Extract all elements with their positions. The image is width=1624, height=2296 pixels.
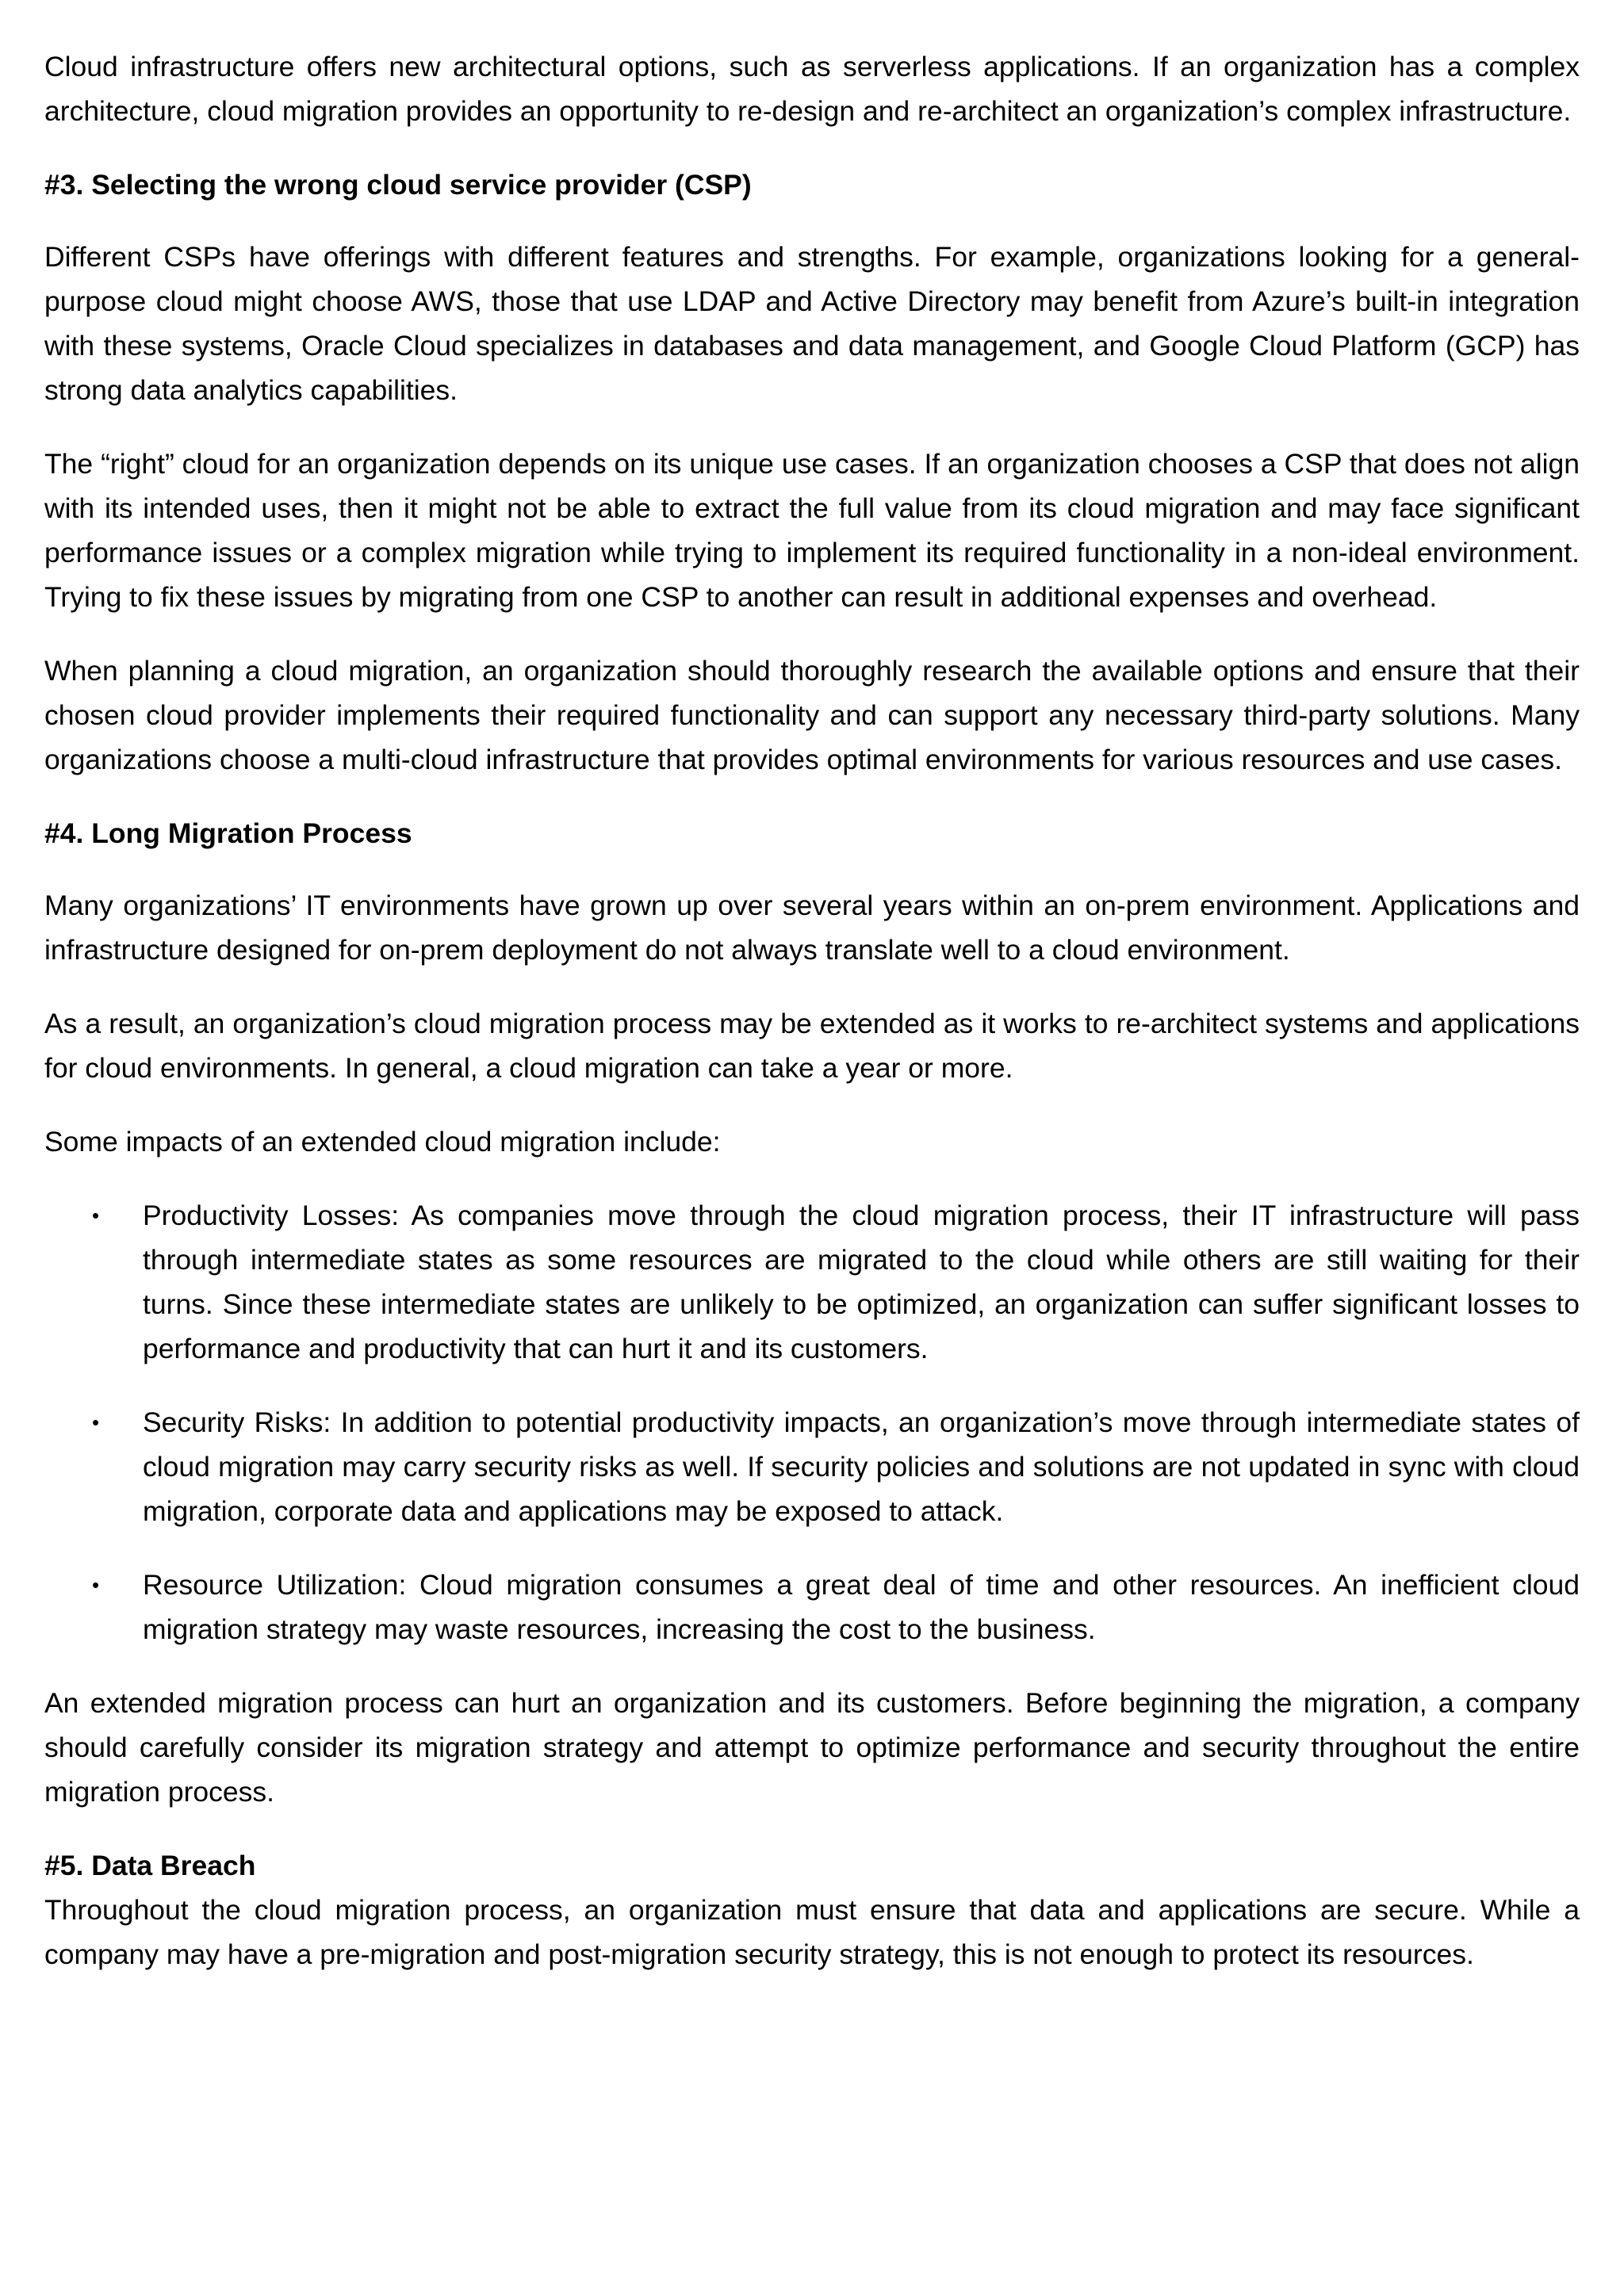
section-3-paragraph-3: When planning a cloud migration, an organization should thoroughly research the available options and ensure that their chosen cloud provider implements their required functionality and can support any necessary third-party solutions. Many organizations choose a multi-cloud infrastructure that provides optimal environments for various resources and use cases. bbox=[44, 655, 1580, 775]
impacts-list bbox=[44, 1193, 1580, 1651]
section-3-paragraph-1: Different CSPs have offerings with different features and strengths. For example, organizations looking for a general-purpose cloud might choose AWS, those that use LDAP and Active Directory may benefit from Azure’s built-in integration with these systems, Oracle Cloud specializes in databases and data management, and Google Cloud Platform (GCP) has strong data analytics capabilities. bbox=[44, 241, 1580, 406]
section-4-paragraph-2: As a result, an organization’s cloud migration process may be extended as it works to re-architect systems and applications for cloud environments. In general, a cloud migration can take a year or more. bbox=[44, 1008, 1580, 1084]
bullet-icon: • bbox=[92, 1203, 100, 1227]
section-5-heading: #5. Data Breach bbox=[44, 1850, 256, 1881]
list-item bbox=[44, 1193, 1580, 1371]
section-4-heading: #4. Long Migration Process bbox=[44, 817, 412, 849]
section-3-heading: #3. Selecting the wrong cloud service provider (CSP) bbox=[44, 169, 752, 201]
list-item bbox=[44, 1400, 1580, 1533]
list-item-text: Resource Utilization: Cloud migration consumes a great deal of time and other resources. An inefficient cloud migration strategy may waste resources, increasing the cost to the business. bbox=[143, 1569, 1580, 1645]
intro-paragraph: Cloud infrastructure offers new architectural options, such as serverless applications. If an organization has a complex architecture, cloud migration provides an opportunity to re-design and re-architect an organization’s complex infrastructure. bbox=[44, 51, 1580, 127]
section-4-paragraph-1: Many organizations’ IT environments have grown up over several years within an on-prem environment. Applications and infrastructure designed for on-prem deployment do not always translate well to a cloud environment. bbox=[44, 890, 1580, 966]
list-item-text: Security Risks: In addition to potential productivity impacts, an organization’s move through intermediate states of cloud migration may carry security risks as well. If security policies and solutions are not updated in sync with cloud migration, corporate data and applications may be exposed to attack. bbox=[143, 1406, 1580, 1527]
section-3-paragraph-2: The “right” cloud for an organization depends on its unique use cases. If an organization chooses a CSP that does not align with its intended uses, then it might not be able to extract the full value from its cloud migration and may face significant performance issues or a complex migration while trying to implement its required functionality in a non-ideal environment. Trying to fix these issues by migrating from one CSP to another can result in additional expenses and overhead. bbox=[44, 448, 1580, 613]
bullet-icon: • bbox=[92, 1410, 100, 1434]
bullet-icon: • bbox=[92, 1573, 100, 1597]
section-4-paragraph-4: An extended migration process can hurt an organization and its customers. Before beginning the migration, a company should carefully consider its migration strategy and attempt to optimize performance and security throughout the entire migration process. bbox=[44, 1687, 1580, 1808]
list-item-text: Productivity Losses: As companies move through the cloud migration process, their IT infrastructure will pass through intermediate states as some resources are migrated to the cloud while others are still waiting for their turns. Since these intermediate states are unlikely to be optimized, an organization can suffer significant losses to performance and productivity that can hurt it and its customers. bbox=[143, 1200, 1580, 1364]
section-4-paragraph-3: Some impacts of an extended cloud migration include: bbox=[44, 1126, 721, 1158]
list-item bbox=[44, 1563, 1580, 1651]
section-5-paragraph-1: Throughout the cloud migration process, an organization must ensure that data and applications are secure. While a company may have a pre-migration and post-migration security strategy, this is not enough to protect its resources. bbox=[44, 1894, 1580, 1970]
